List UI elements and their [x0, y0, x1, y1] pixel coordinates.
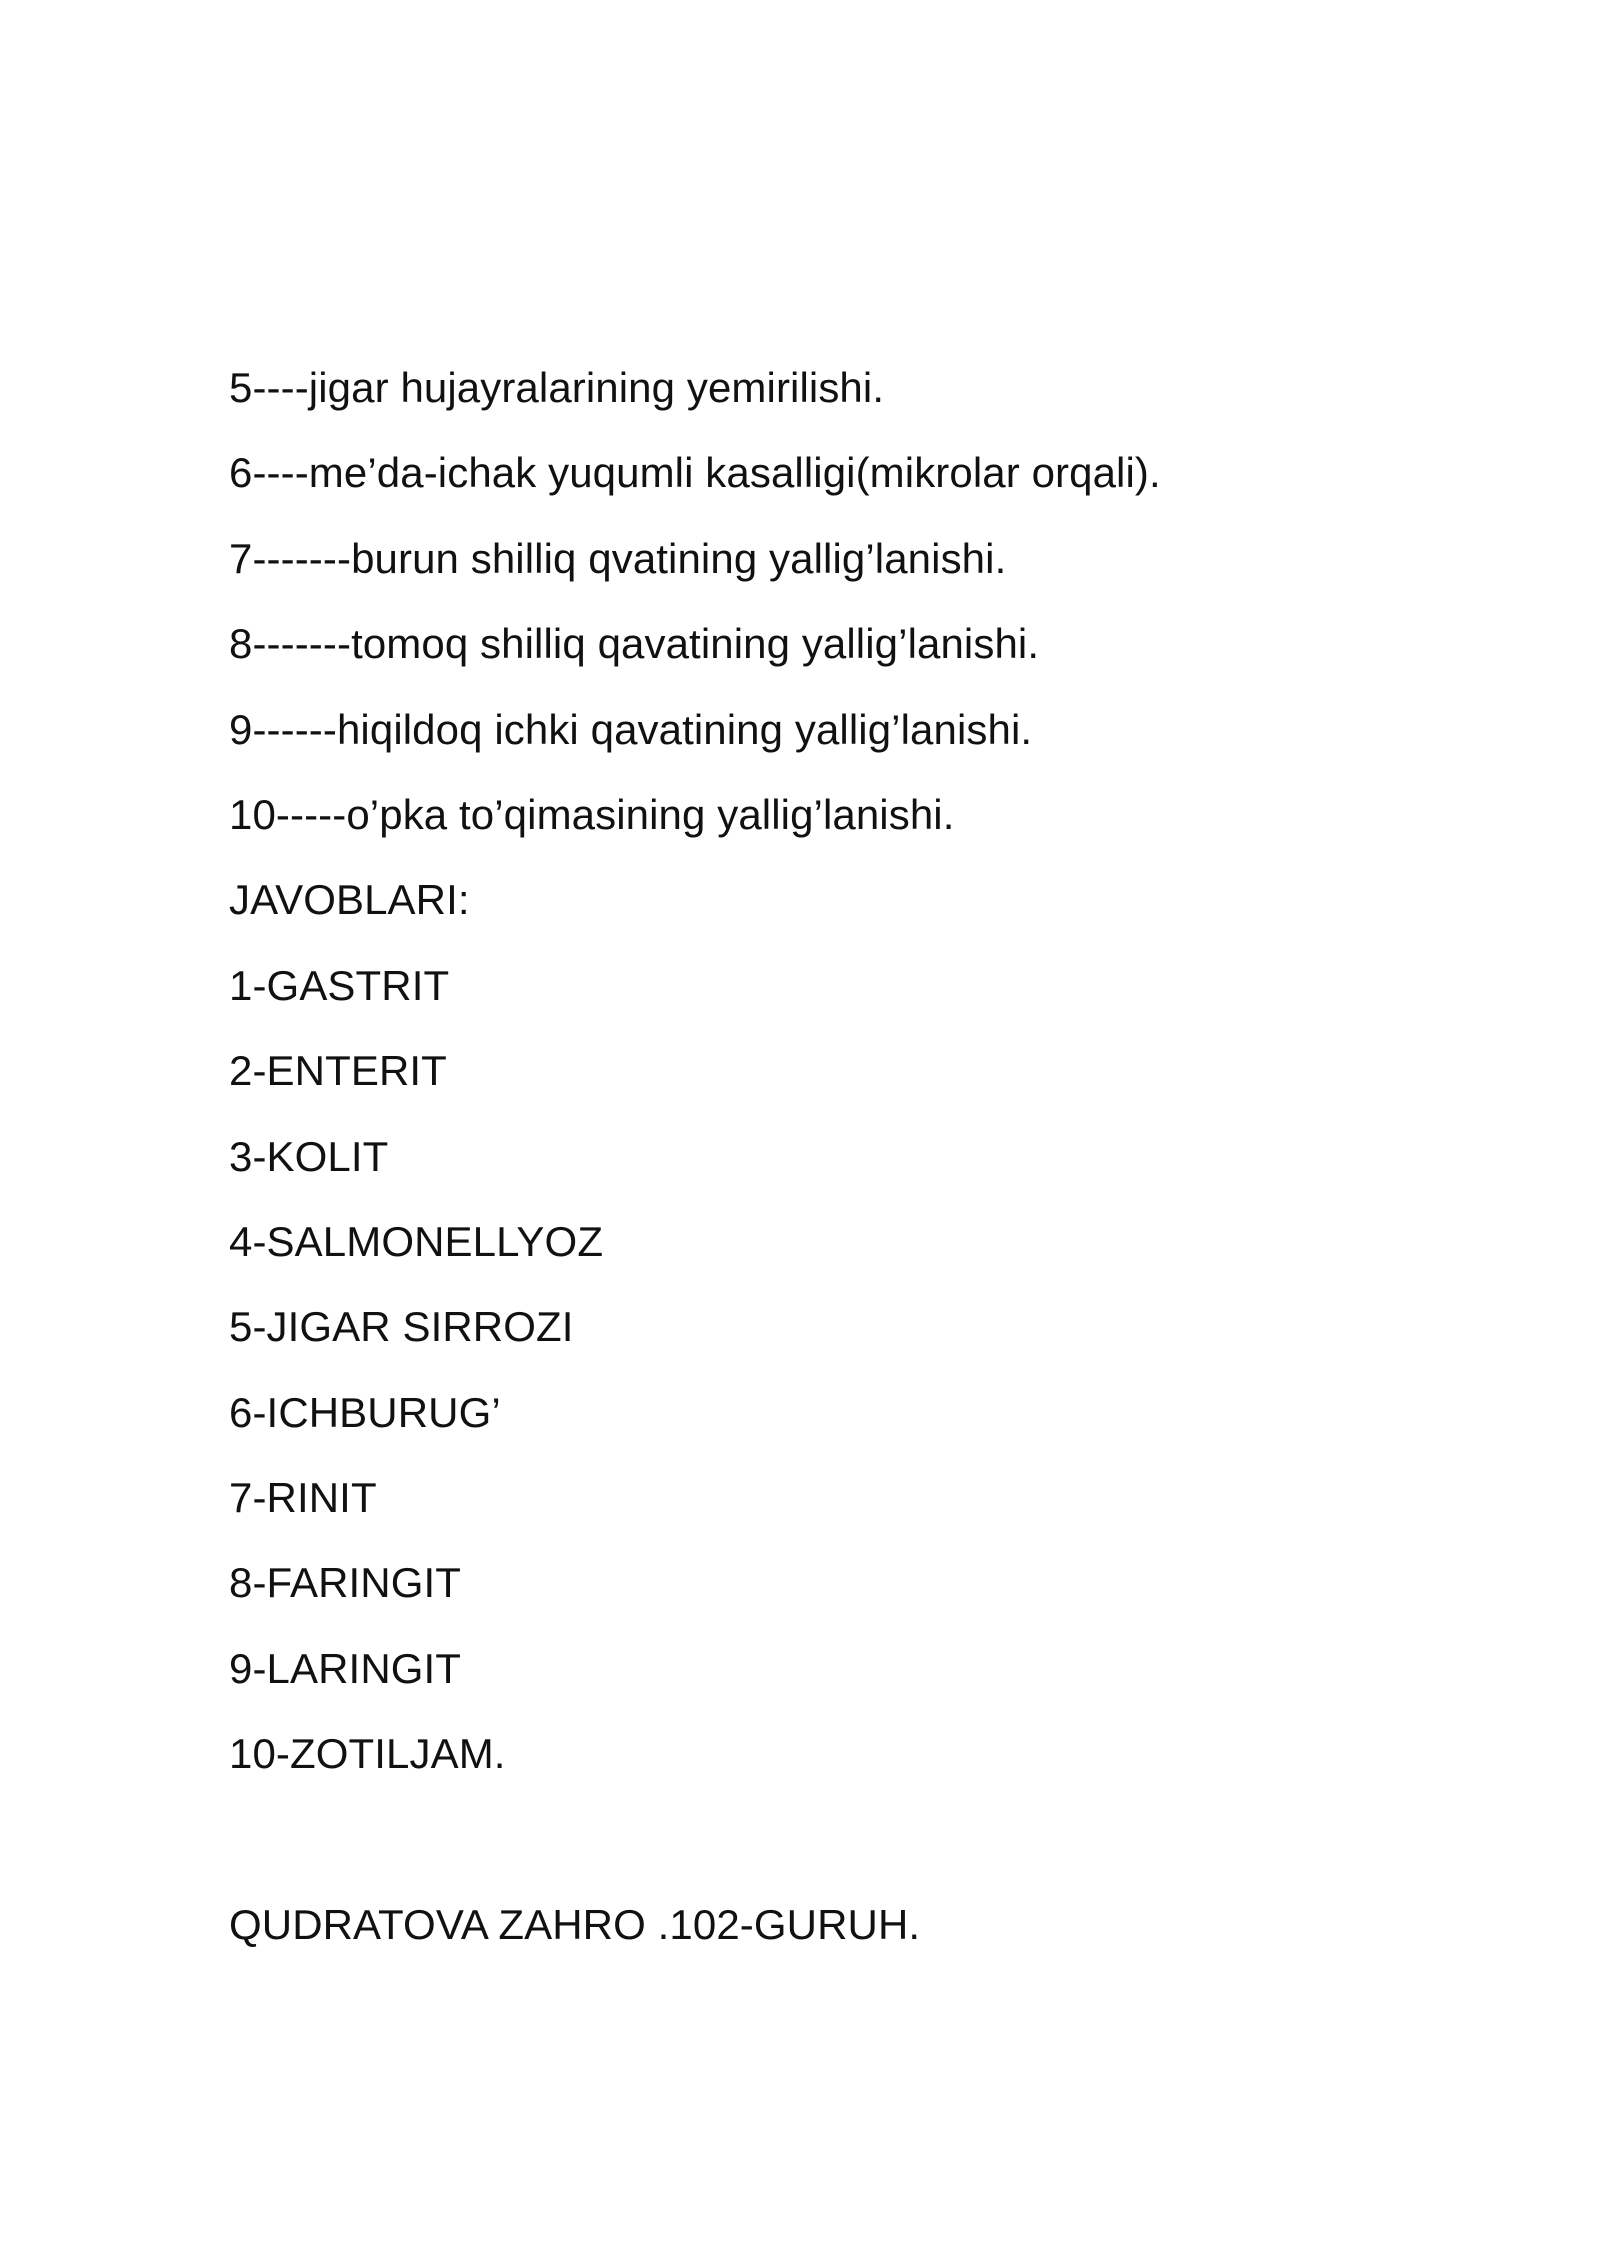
- answer-item: 5-JIGAR SIRROZI: [229, 1303, 574, 1351]
- document-body: [229, 345, 1429, 1967]
- question-item: 8-------tomoq shilliq qavatining yallig’lanishi.: [229, 620, 1040, 668]
- answer-item: 4-SALMONELLYOZ: [229, 1217, 604, 1265]
- answers-heading: JAVOBLARI:: [229, 876, 470, 924]
- answer-item: 2-ENTERIT: [229, 1047, 447, 1095]
- question-item: 7-------burun shilliq qvatining yallig’lanishi.: [229, 534, 1007, 582]
- question-item: 10-----o’pka to’qimasining yallig’lanishi.: [229, 790, 955, 838]
- answer-item: 10-ZOTILJAM.: [229, 1730, 506, 1778]
- question-item: 9------hiqildoq ichki qavatining yallig’lanishi.: [229, 705, 1033, 753]
- answer-item: 3-KOLIT: [229, 1132, 389, 1180]
- blank-line: [229, 1797, 1429, 1882]
- question-item: 6----me’da-ichak yuqumli kasalligi(mikrolar orqali).: [229, 449, 1161, 497]
- answer-item: 7-RINIT: [229, 1474, 377, 1522]
- answer-item: 6-ICHBURUG’: [229, 1388, 501, 1436]
- answer-item: 1-GASTRIT: [229, 961, 450, 1009]
- author-line: QUDRATOVA ZAHRO .102-GURUH.: [229, 1901, 921, 1949]
- answer-item: 9-LARINGIT: [229, 1644, 462, 1692]
- question-list: [229, 345, 1429, 857]
- answer-item: 8-FARINGIT: [229, 1559, 462, 1607]
- answer-list: [229, 943, 1429, 1797]
- question-item: 5----jigar hujayralarining yemirilishi.: [229, 364, 885, 411]
